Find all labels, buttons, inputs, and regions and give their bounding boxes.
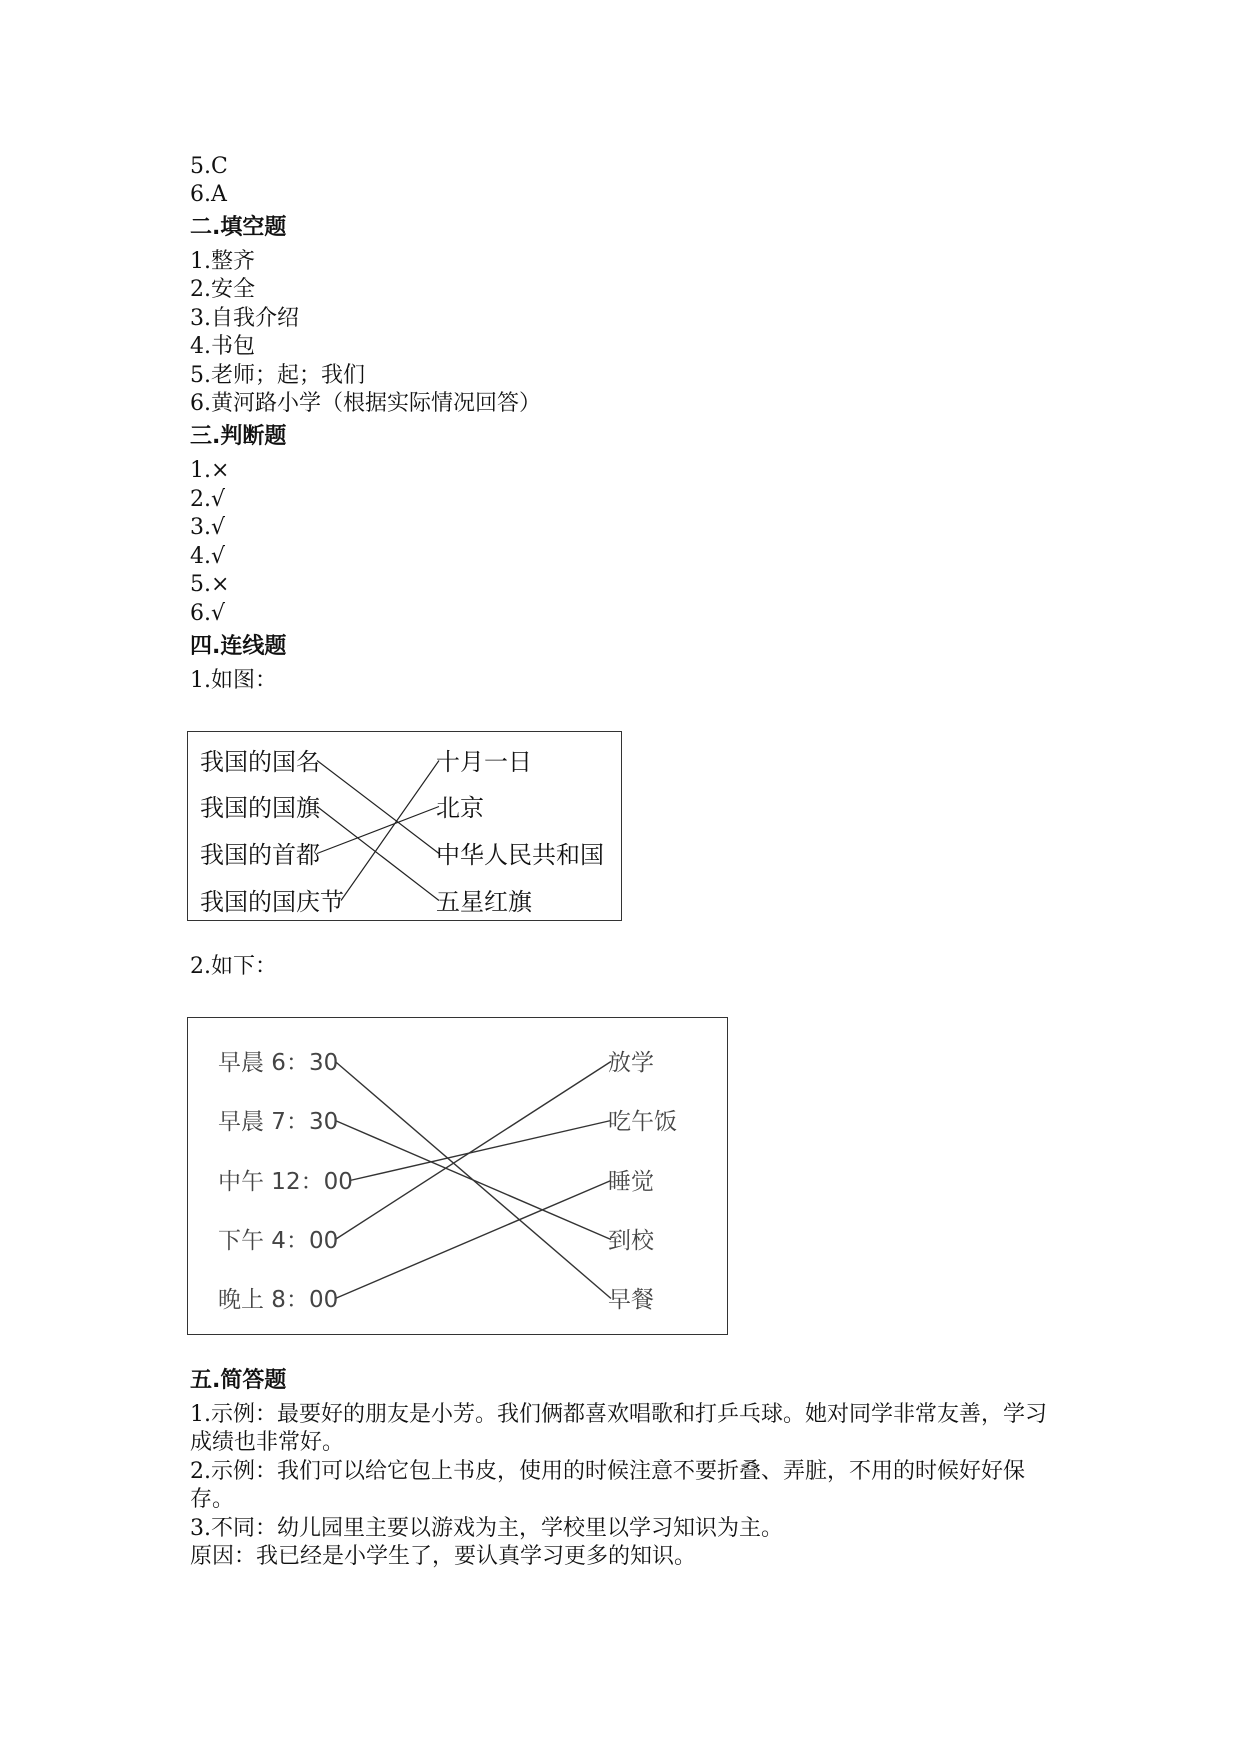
- d2-right-item-4: 到校: [608, 1228, 654, 1254]
- matching-diagram-1: [187, 731, 622, 921]
- d2-right-item-3: 睡觉: [608, 1169, 654, 1195]
- answer-judge-5: 5.×: [190, 572, 230, 597]
- d2-link-line: [335, 1121, 611, 1240]
- d2-link-line: [350, 1121, 611, 1181]
- answer-fill-4: 4.书包: [190, 334, 255, 359]
- d2-right-item-2: 吃午饭: [608, 1109, 677, 1135]
- answer-judge-3: 3.√: [190, 515, 226, 540]
- d2-right-item-5: 早餐: [608, 1287, 654, 1313]
- section-fill-heading: 二.填空题: [190, 215, 287, 240]
- answer-short-reason: 原因：我已经是小学生了，要认真学习更多的知识。: [190, 1544, 697, 1569]
- d1-right-item-4: 五星红旗: [436, 888, 532, 916]
- answer-judge-2: 2.√: [190, 487, 226, 512]
- answer-choice-6: 6.A: [190, 182, 227, 207]
- d2-left-item-2: 早晨 7：30: [218, 1109, 339, 1135]
- answer-fill-1: 1.整齐: [190, 249, 255, 274]
- section-judge-heading: 三.判断题: [190, 424, 287, 449]
- section-match-heading: 四.连线题: [190, 634, 287, 659]
- d2-left-item-5: 晚上 8：00: [218, 1287, 339, 1313]
- answer-fill-3: 3.自我介绍: [190, 306, 299, 331]
- answer-fill-6: 6.黄河路小学（根据实际情况回答）: [190, 391, 541, 416]
- answer-fill-2: 2.安全: [190, 277, 255, 302]
- answer-short-3: 3.不同：幼儿园里主要以游戏为主，学校里以学习知识为主。: [190, 1516, 783, 1541]
- d2-link-line: [335, 1062, 611, 1240]
- d2-link-line: [335, 1181, 611, 1299]
- match-q1-label: 1.如图：: [190, 668, 277, 693]
- d1-link-line: [341, 761, 439, 901]
- answer-short-1: 1.示例：最要好的朋友是小芳。我们俩都喜欢唱歌和打乒乓球。她对同学非常友善，学习成绩也非常好。: [190, 1402, 1047, 1455]
- d2-left-item-3: 中午 12：00: [218, 1169, 353, 1195]
- d1-link-line: [317, 807, 439, 854]
- d2-right-item-1: 放学: [608, 1050, 654, 1076]
- answer-short-2: 2.示例：我们可以给它包上书皮，使用的时候注意不要折叠、弄脏，不用的时候好好保存。: [190, 1459, 1025, 1512]
- d1-left-item-1: 我国的国名: [200, 748, 320, 776]
- d1-left-item-2: 我国的国旗: [200, 794, 320, 822]
- d1-right-item-1: 十月一日: [436, 748, 532, 776]
- answer-judge-4: 4.√: [190, 544, 226, 569]
- d1-right-item-3: 中华人民共和国: [436, 841, 604, 869]
- d1-left-item-3: 我国的首都: [200, 841, 320, 869]
- d2-left-item-1: 早晨 6：30: [218, 1050, 339, 1076]
- match-q2-label: 2.如下：: [190, 954, 277, 979]
- d1-right-item-2: 北京: [436, 794, 484, 822]
- answer-judge-6: 6.√: [190, 601, 226, 626]
- d2-left-item-4: 下午 4：00: [218, 1228, 339, 1254]
- answer-judge-1: 1.×: [190, 458, 230, 483]
- section-short-heading: 五.简答题: [190, 1368, 287, 1393]
- answer-fill-5: 5.老师；起；我们: [190, 363, 365, 388]
- answer-choice-5: 5.C: [190, 154, 228, 179]
- matching-diagram-2: [187, 1017, 728, 1335]
- d1-left-item-4: 我国的国庆节: [200, 888, 344, 916]
- d1-link-line: [317, 761, 439, 854]
